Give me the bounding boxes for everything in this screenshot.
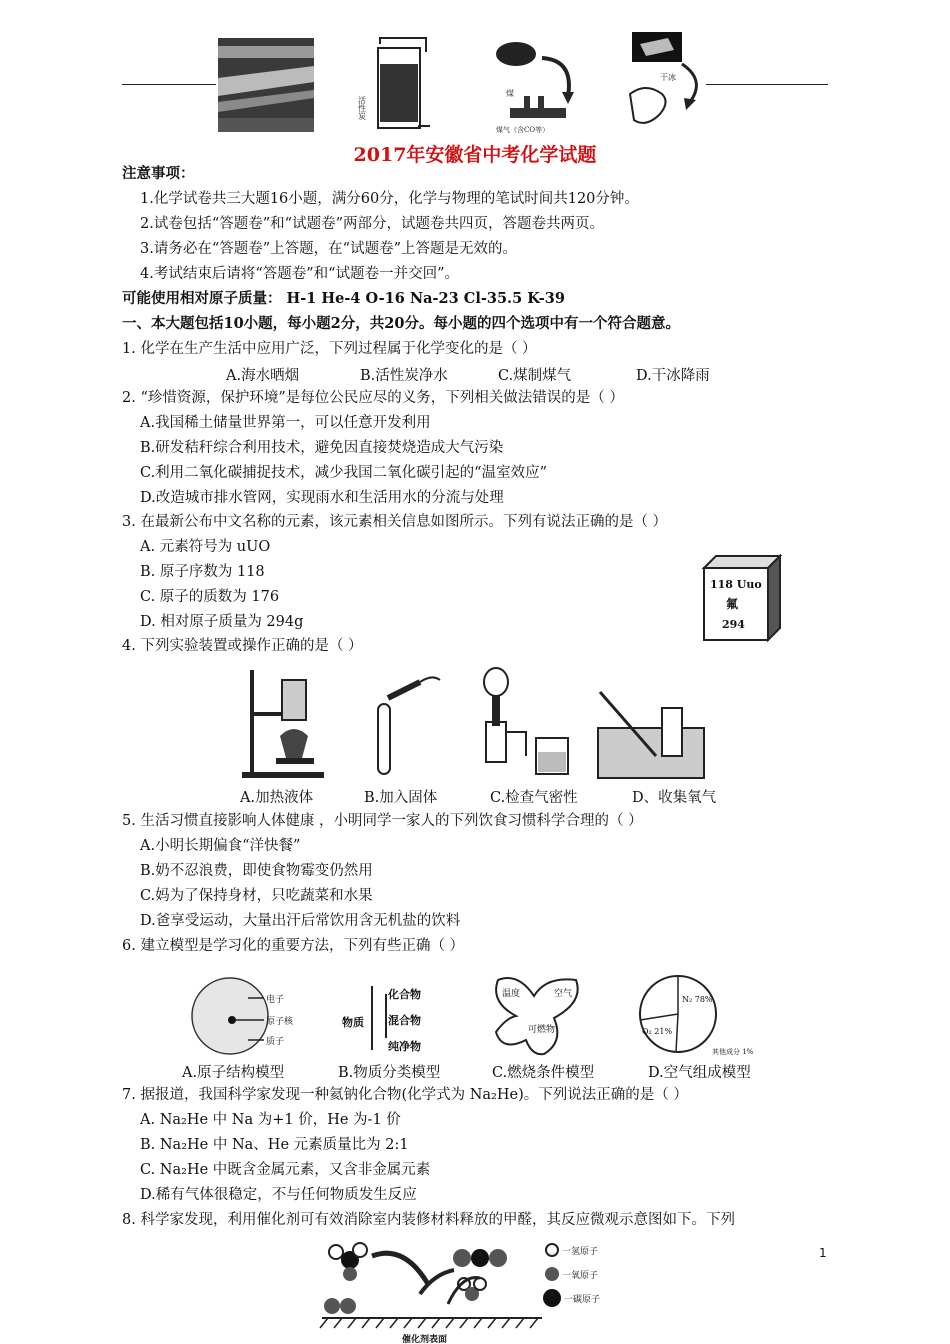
- q3-option-a: A. 元素符号为 uUO: [140, 539, 271, 555]
- heating-liquid-figure: [240, 662, 326, 780]
- q6-stem: 6. 建立模型是学习化的重要方法，下列有些正确（ ）: [122, 938, 465, 954]
- q4-option-b: B.加入固体: [364, 790, 438, 806]
- fire-label-fuel: 可燃物: [528, 1025, 556, 1035]
- q3-stem: 3. 在最新公布中文名称的元素，该元素相关信息如图所示。下列有说法正确的是（ ）: [122, 514, 668, 530]
- q1-option-b: B.活性炭净水: [360, 368, 448, 384]
- q5-stem: 5. 生活习惯直接影响人体健康 ，小明同学一家人的下列饮食习惯科学合理的（ ）: [122, 813, 643, 829]
- q7-stem: 7. 据报道，我国科学家发现一种氦钠化合物(化学式为 Na₂He)。下列说法正确的是（ ）: [122, 1087, 688, 1103]
- notice-1: 1.化学试卷共三大题16小题，满分60分，化学与物理的笔试时间共120分钟。: [140, 191, 639, 207]
- dry-ice-label: 干冰: [660, 73, 676, 82]
- legend-carbon: 一碳原子: [564, 1295, 601, 1305]
- catalyst-surface-label: 催化剂表面: [402, 1335, 448, 1344]
- q7-option-a: A. Na₂He 中 Na 为+1 价，He 为-1 价: [140, 1112, 401, 1128]
- notice-2: 2.试卷包括“答题卷”和“试题卷”两部分，试题卷共四页，答题卷共两页。: [140, 216, 604, 232]
- q5-option-b: B.奶不忍浪费，即使食物霉变仍然用: [140, 863, 373, 879]
- legend-hydrogen: 一氢原子: [562, 1247, 599, 1257]
- element-box-figure: [700, 552, 782, 642]
- q3-option-d: D. 相对原子质量为 294g: [140, 614, 304, 630]
- class-compound: 化合物: [388, 988, 421, 1001]
- q6-option-b: B.物质分类模型: [338, 1065, 441, 1081]
- air-label-other: 其他成分 1%: [712, 1048, 754, 1056]
- q1-option-c: C.煤制煤气: [498, 368, 572, 384]
- q5-option-a: A.小明长期偏食“洋快餐”: [140, 838, 301, 854]
- substance-classification-model: [342, 980, 452, 1060]
- atom-label-nucleus: 原子核: [266, 1017, 294, 1027]
- element-mass: 294: [722, 618, 745, 631]
- q1-option-a: A.海水晒烟: [226, 368, 300, 384]
- dry-ice-rain-figure: [626, 30, 706, 132]
- airtightness-figure: [480, 660, 572, 780]
- q1-option-d: D.干冰降雨: [636, 368, 710, 384]
- section-1-heading: 一、本大题包括10小题，每小题2分，共20分。每小题的四个选项中有一个符合题意。: [122, 315, 680, 332]
- q3-option-b: B. 原子序数为 118: [140, 564, 265, 580]
- q6-option-c: C.燃烧条件模型: [492, 1065, 595, 1081]
- q4-option-c: C.检查气密性: [490, 790, 578, 806]
- q2-option-d: D.改造城市排水管网，实现雨水和生活用水的分流与处理: [140, 490, 504, 506]
- carbon-label: 活性炭: [357, 96, 367, 120]
- element-symbol-number: 118 Uuo: [710, 578, 762, 591]
- reaction-micro-diagram: [312, 1234, 612, 1344]
- atom-label-proton: 质子: [266, 1037, 285, 1047]
- notice-3: 3.请务必在“答题卷”上答题，在“试题卷”上答题是无效的。: [140, 241, 517, 257]
- header-rule-left: [122, 84, 216, 85]
- class-mixture: 混合物: [388, 1014, 421, 1027]
- notice-heading: 注意事项：: [122, 165, 195, 182]
- atom-structure-model: [190, 974, 300, 1058]
- q6-option-d: D.空气组成模型: [648, 1065, 751, 1081]
- air-composition-model: [636, 972, 766, 1058]
- air-label-o2: O₂ 21%: [642, 1027, 673, 1036]
- q1-stem: 1. 化学在生产生活中应用广泛，下列过程属于化学变化的是（ ）: [122, 341, 537, 357]
- collect-oxygen-figure: [596, 690, 708, 780]
- q2-option-c: C.利用二氧化碳捕捉技术，减少我国二氧化碳引起的“温室效应”: [140, 465, 548, 481]
- q5-option-d: D.爸享受运动，大量出汗后常饮用含无机盐的饮料: [140, 913, 461, 929]
- q2-stem: 2. “珍惜资源，保护环境”是每位公民应尽的义务，下列相关做法错误的是（ ）: [122, 390, 624, 406]
- fire-label-temp: 温度: [502, 989, 521, 999]
- q5-option-c: C.妈为了保持身材，只吃蔬菜和水果: [140, 888, 373, 904]
- class-pure: 纯净物: [388, 1040, 421, 1053]
- gas-label: 煤气（含CO等）: [496, 126, 550, 134]
- atomic-masses: 可能使用相对原子质量： H-1 He-4 O-16 Na-23 Cl-35.5 K-39: [122, 290, 565, 307]
- page-number: 1: [819, 1246, 827, 1260]
- q7-option-b: B. Na₂He 中 Na、He 元素质量比为 2:1: [140, 1137, 409, 1153]
- q6-option-a: A.原子结构模型: [182, 1065, 285, 1081]
- element-name: 氟: [726, 597, 739, 611]
- atom-label-electron: 电子: [266, 995, 285, 1005]
- q3-option-c: C. 原子的质数为 176: [140, 589, 280, 605]
- header-rule-right: [706, 84, 828, 85]
- legend-oxygen: 一氧原子: [562, 1271, 599, 1281]
- q7-option-c: C. Na₂He 中既含金属元素，又含非金属元素: [140, 1162, 431, 1178]
- q7-option-d: D.稀有气体很稳定，不与任何物质发生反应: [140, 1187, 417, 1203]
- coal-label: 煤: [506, 89, 514, 98]
- q4-option-d: D、收集氧气: [632, 790, 717, 806]
- q2-option-b: B.研发秸秆综合利用技术，避免因直接焚烧造成大气污染: [140, 440, 504, 456]
- class-root: 物质: [342, 1016, 364, 1029]
- coal-gas-figure: [488, 38, 584, 134]
- air-label-n2: N₂ 78%: [682, 995, 713, 1004]
- sea-salt-photo: [218, 38, 314, 132]
- q2-option-a: A.我国稀土储量世界第一，可以任意开发利用: [140, 415, 431, 431]
- q8-stem: 8. 科学家发现，利用催化剂可有效消除室内装修材料释放的甲醛，其反应微观示意图如下。下列: [122, 1212, 735, 1228]
- q4-option-a: A.加热液体: [240, 790, 314, 806]
- carbon-filter-figure: [357, 36, 436, 134]
- adding-solid-figure: [370, 664, 446, 780]
- combustion-condition-model: [488, 972, 592, 1058]
- exam-title: 2017年安徽省中考化学试题: [353, 144, 597, 166]
- notice-4: 4.考试结束后请将“答题卷”和“试题卷一并交回”。: [140, 266, 459, 282]
- fire-label-air: 空气: [554, 989, 573, 999]
- q4-stem: 4. 下列实验装置或操作正确的是（ ）: [122, 638, 363, 654]
